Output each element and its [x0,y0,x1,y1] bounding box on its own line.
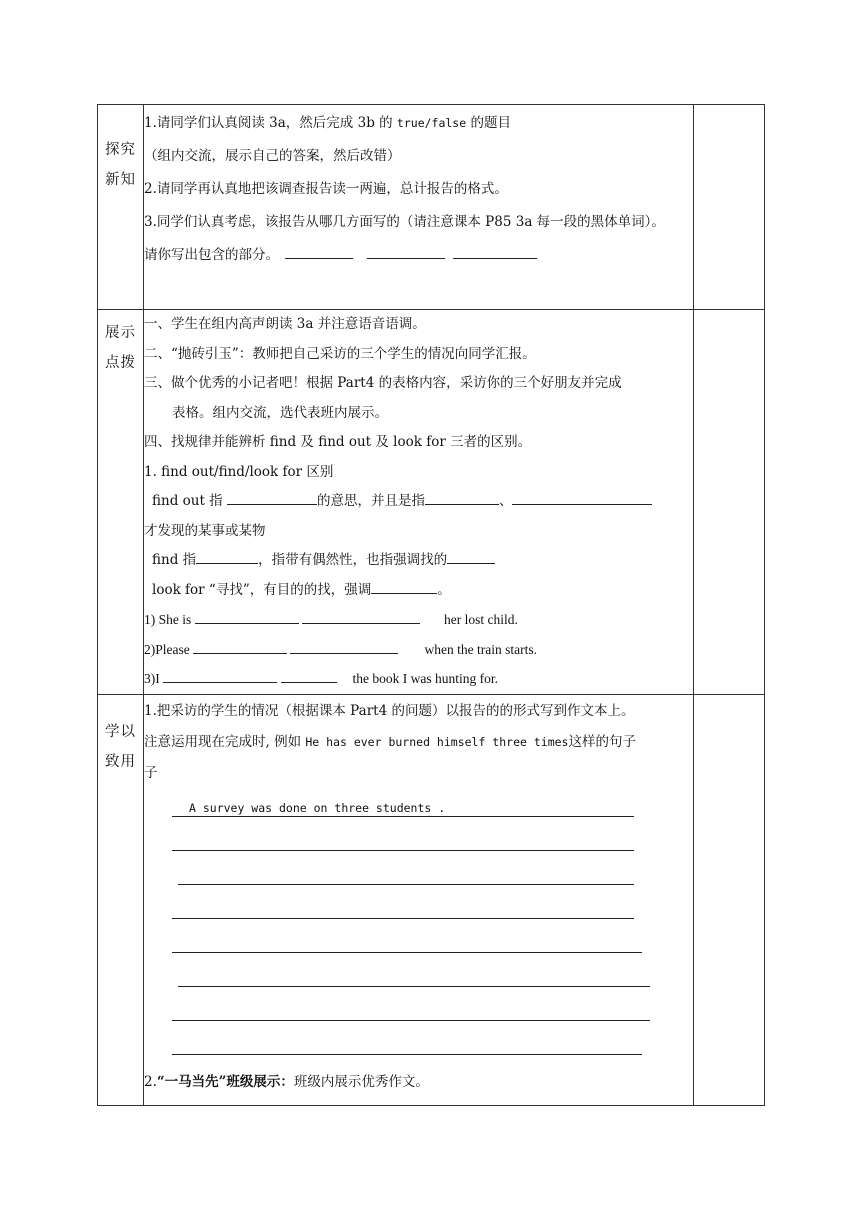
section-label [98,694,144,1105]
section-label [98,105,144,310]
fill-line: find 指 ，指带有偶然性，也指强调找的 [144,546,693,576]
exercise-line: 1) She is her lost child. [144,605,693,635]
worksheet-table [97,104,765,1106]
section-demonstrate [98,310,765,695]
section-content [144,310,694,695]
instruction-line: 注意运用现在完成时, 例如 He has ever burned himself three times这样的句子 [144,733,636,750]
label-line: 新知 [105,172,136,188]
task-line: 3.同学们认真考虑，该报告从哪几方面写的（请注意课本 P85 3a 每一段的黑体单词）。 [144,214,665,230]
task-line: 1.请同学们认真阅读 3a，然后完成 3b 的 true/false 的题目 [144,115,511,131]
writing-line [144,857,693,891]
fill-line: look for “寻找”，有目的的找，强调 。 [144,576,693,606]
label-line: 致用 [105,753,136,770]
exercise-line: 3)I the book I was hunting for. [144,664,693,694]
label-line: 探究 [105,142,136,158]
label-line: 展示 [105,325,136,341]
instruction-line: 2.“一马当先”班级展示：班级内展示优秀作文。 [144,1073,429,1090]
step-line: 一、学生在组内高声朗读 3a 并注意语音语调。 [144,316,426,332]
label-line: 点拨 [105,355,136,371]
section-apply [98,694,765,1105]
section-label [98,310,144,695]
step-line: 四、找规律并能辨析 find 及 find out 及 look for 三者的区别。 [144,434,532,450]
notes-cell [694,105,765,310]
step-line: 1. find out/find/look for 区别 [144,463,334,480]
writing-line [144,891,693,925]
task-line: （组内交流，展示自己的答案，然后改错） [144,148,401,164]
writing-line [144,1027,693,1061]
step-line: 二、“抛砖引玉”：教师把自己采访的三个学生的情况向同学汇报。 [144,345,536,362]
section-explore [98,105,765,310]
notes-cell [694,310,765,695]
instruction-line: 1.把采访的学生的情况（根据课本 Part4 的问题）以报告的的形式写到作文本上。 [144,702,635,719]
writing-line [144,823,693,857]
instruction-line: 子 [144,764,158,781]
writing-line [144,925,693,959]
step-line: 才发现的某事或某物 [144,522,266,539]
section-content [144,694,694,1105]
step-line: 三、做个优秀的小记者吧！根据 Part4 的表格内容，采访你的三个好朋友并完成 [144,375,622,391]
task-line: 2.请同学再认真地把该调查报告读一两遍，总计报告的格式。 [144,181,508,197]
label-line: 学以 [105,723,136,740]
section-content [144,105,694,310]
fill-line: find out 指 的意思，并且是指 、 [144,487,693,517]
task-line: 请你写出包含的部分。 [144,239,693,272]
writing-line [144,959,693,993]
writing-line: A survey was done on three students . [144,789,693,823]
step-line: 表格。组内交流，选代表班内展示。 [172,404,388,421]
writing-line [144,993,693,1027]
exercise-line: 2)Please when the train starts. [144,635,693,665]
notes-cell [694,694,765,1105]
